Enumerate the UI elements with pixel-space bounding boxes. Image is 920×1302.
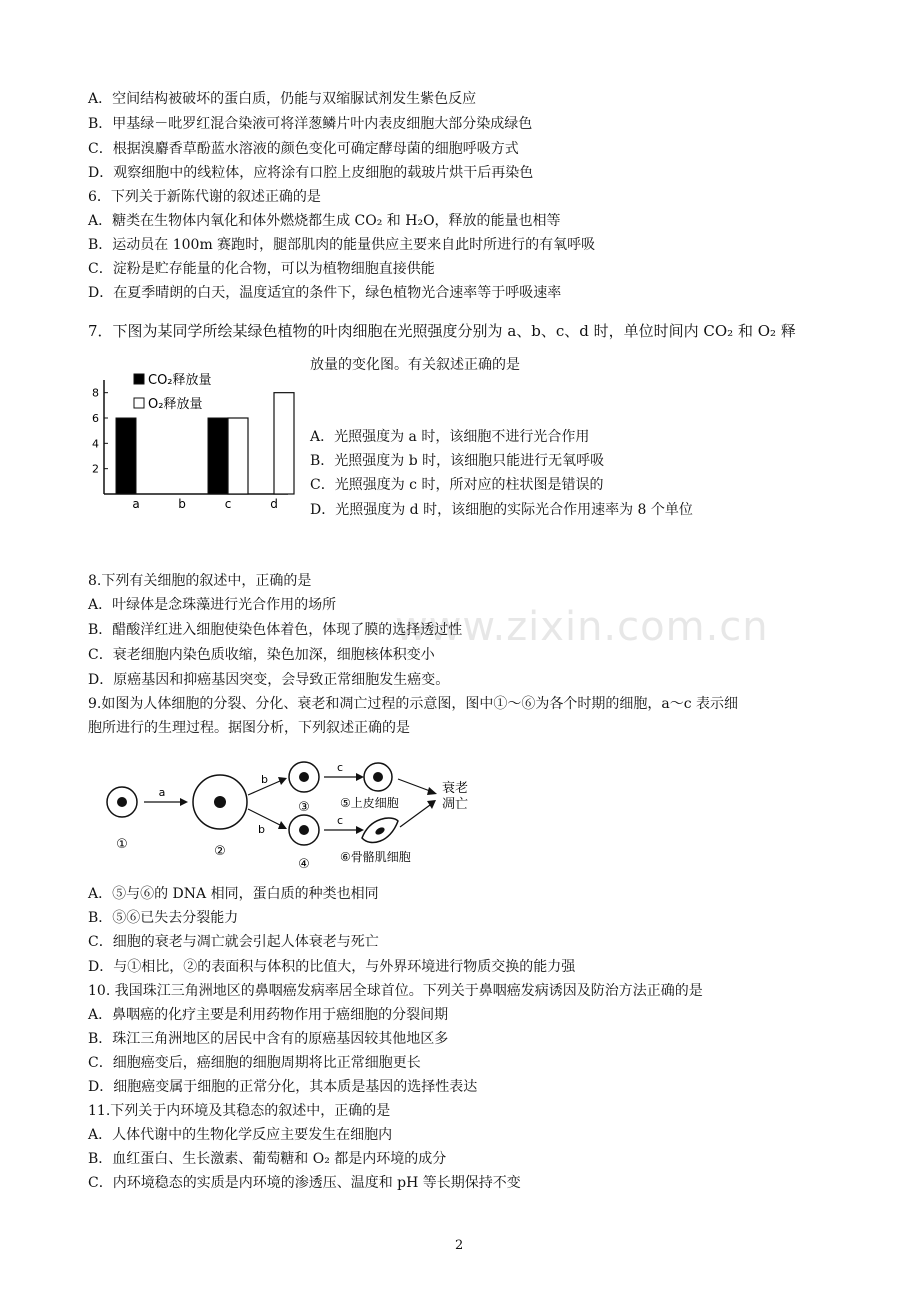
- page-number: 2: [455, 1238, 464, 1253]
- option-7d: D．光照强度为 d 时，该细胞的实际光合作用速率为 8 个单位: [310, 502, 693, 518]
- option-6d: D．在夏季晴朗的白天，温度适宜的条件下，绿色植物光合速率等于呼吸速率: [88, 285, 562, 301]
- option-10b: B．珠江三角洲地区的居民中含有的原癌基因较其他地区多: [88, 1031, 449, 1047]
- legend-label-o2: O₂释放量: [148, 397, 203, 412]
- question-6: 6．下列关于新陈代谢的叙述正确的是: [88, 189, 321, 205]
- cell-3-nucleus: [299, 772, 309, 782]
- question-8: 8.下列有关细胞的叙述中，正确的是: [88, 573, 312, 589]
- label-n4: ④: [298, 857, 310, 872]
- label-n2: ②: [214, 844, 226, 859]
- legend-swatch-o2: [134, 398, 144, 408]
- y-tick-label: 6: [92, 412, 99, 425]
- cell-1-nucleus: [117, 797, 127, 807]
- watermark: www.zixin.com.cn: [395, 604, 769, 650]
- question-11: 11.下列关于内环境及其稳态的叙述中，正确的是: [88, 1103, 391, 1119]
- option-5d: D．观察细胞中的线粒体，应将涂有口腔上皮细胞的载玻片烘干后再染色: [88, 165, 534, 181]
- option-8d: D．原癌基因和抑癌基因突变，会导致正常细胞发生癌变。: [88, 672, 450, 688]
- option-9a: A．⑤与⑥的 DNA 相同，蛋白质的种类也相同: [88, 886, 379, 902]
- label-aging: 衰老: [442, 781, 469, 796]
- label-apoptosis: 凋亡: [442, 797, 469, 812]
- bar-co2-c: [208, 418, 228, 494]
- question-7-cont: 放量的变化图。有关叙述正确的是: [310, 357, 520, 373]
- option-8c: C．衰老细胞内染色质收缩，染色加深，细胞核体积变小: [88, 647, 435, 663]
- option-9b: B．⑤⑥已失去分裂能力: [88, 910, 239, 926]
- label-cell5: ⑤上皮细胞: [340, 796, 399, 810]
- option-7a: A．光照强度为 a 时，该细胞不进行光合作用: [310, 429, 590, 445]
- option-10d: D．细胞癌变属于细胞的正常分化，其本质是基因的选择性表达: [88, 1079, 478, 1095]
- option-11b: B．血红蛋白、生长激素、葡萄糖和 O₂ 都是内环境的成分: [88, 1151, 447, 1167]
- option-11c: C．内环境稳态的实质是内环境的渗透压、温度和 pH 等长期保持不变: [88, 1175, 521, 1191]
- bar-o2-d: [274, 393, 294, 494]
- label-n3: ③: [298, 800, 310, 815]
- label-c2: c: [336, 814, 344, 827]
- option-5a: A．空间结构被破坏的蛋白质，仍能与双缩脲试剂发生紫色反应: [88, 91, 477, 107]
- option-6b: B．运动员在 100m 赛跑时，腿部肌肉的能量供应主要来自此时所进行的有氧呼吸: [88, 237, 596, 253]
- label-b2: b: [258, 823, 265, 836]
- legend-label-co2: CO₂释放量: [148, 373, 212, 388]
- x-tick-label: a: [132, 497, 140, 511]
- label-c1: c: [336, 761, 344, 774]
- question-7: 7．下图为某同学所绘某绿色植物的叶肉细胞在光照强度分别为 a、b、c、d 时，单位时间内 CO₂ 和 O₂ 释: [88, 322, 796, 340]
- y-tick-label: 4: [92, 437, 99, 451]
- x-tick-label: d: [270, 497, 278, 511]
- label-cell6: ⑥骨骼肌细胞: [340, 850, 411, 864]
- bar-co2-a: [116, 418, 136, 494]
- x-tick-label: b: [178, 497, 186, 511]
- cell-4-nucleus: [299, 825, 309, 835]
- y-tick-label: 2: [92, 462, 99, 476]
- option-9c: C．细胞的衰老与凋亡就会引起人体衰老与死亡: [88, 934, 379, 950]
- option-11a: A．人体代谢中的生物化学反应主要发生在细胞内: [88, 1127, 393, 1143]
- label-n1: ①: [116, 837, 128, 852]
- bar-o2-c: [228, 418, 248, 494]
- option-10c: C．细胞癌变后，癌细胞的细胞周期将比正常细胞更长: [88, 1055, 421, 1071]
- legend-swatch-co2: [134, 374, 144, 384]
- cell-diagram: [100, 755, 490, 880]
- option-7c: C．光照强度为 c 时，所对应的柱状图是错误的: [310, 477, 604, 493]
- option-10a: A．鼻咽癌的化疗主要是利用药物作用于癌细胞的分裂间期: [88, 1007, 449, 1023]
- bar-chart: [88, 370, 298, 520]
- option-8b: B．醋酸洋红进入细胞使染色体着色，体现了膜的选择透过性: [88, 622, 463, 638]
- option-6c: C．淀粉是贮存能量的化合物，可以为植物细胞直接供能: [88, 261, 435, 277]
- cell-2-nucleus: [214, 796, 226, 808]
- question-9: 9.如图为人体细胞的分裂、分化、衰老和凋亡过程的示意图，图中①～⑥为各个时期的细胞，a～c 表示细: [88, 696, 738, 712]
- label-b1: b: [261, 773, 268, 786]
- y-tick-label: 8: [92, 386, 99, 400]
- option-8a: A．叶绿体是念珠藻进行光合作用的场所: [88, 597, 337, 613]
- x-tick-label: c: [224, 497, 232, 511]
- option-5c: C．根据溴麝香草酚蓝水溶液的颜色变化可确定酵母菌的细胞呼吸方式: [88, 141, 519, 157]
- option-5b: B．甲基绿－吡罗红混合染液可将洋葱鳞片叶内表皮细胞大部分染成绿色: [88, 116, 533, 132]
- option-6a: A．糖类在生物体内氧化和体外燃烧都生成 CO₂ 和 H₂O，释放的能量也相等: [88, 213, 561, 229]
- question-9-cont: 胞所进行的生理过程。据图分析，下列叙述正确的是: [88, 720, 410, 736]
- question-10: 10. 我国珠江三角洲地区的鼻咽癌发病率居全球首位。下列关于鼻咽癌发病诱因及防治方法正确的是: [88, 983, 703, 999]
- cell-5-nucleus: [373, 772, 383, 782]
- label-a: a: [158, 786, 166, 799]
- option-9d: D．与①相比，②的表面积与体积的比值大，与外界环境进行物质交换的能力强: [88, 959, 576, 975]
- option-7b: B．光照强度为 b 时，该细胞只能进行无氧呼吸: [310, 453, 605, 469]
